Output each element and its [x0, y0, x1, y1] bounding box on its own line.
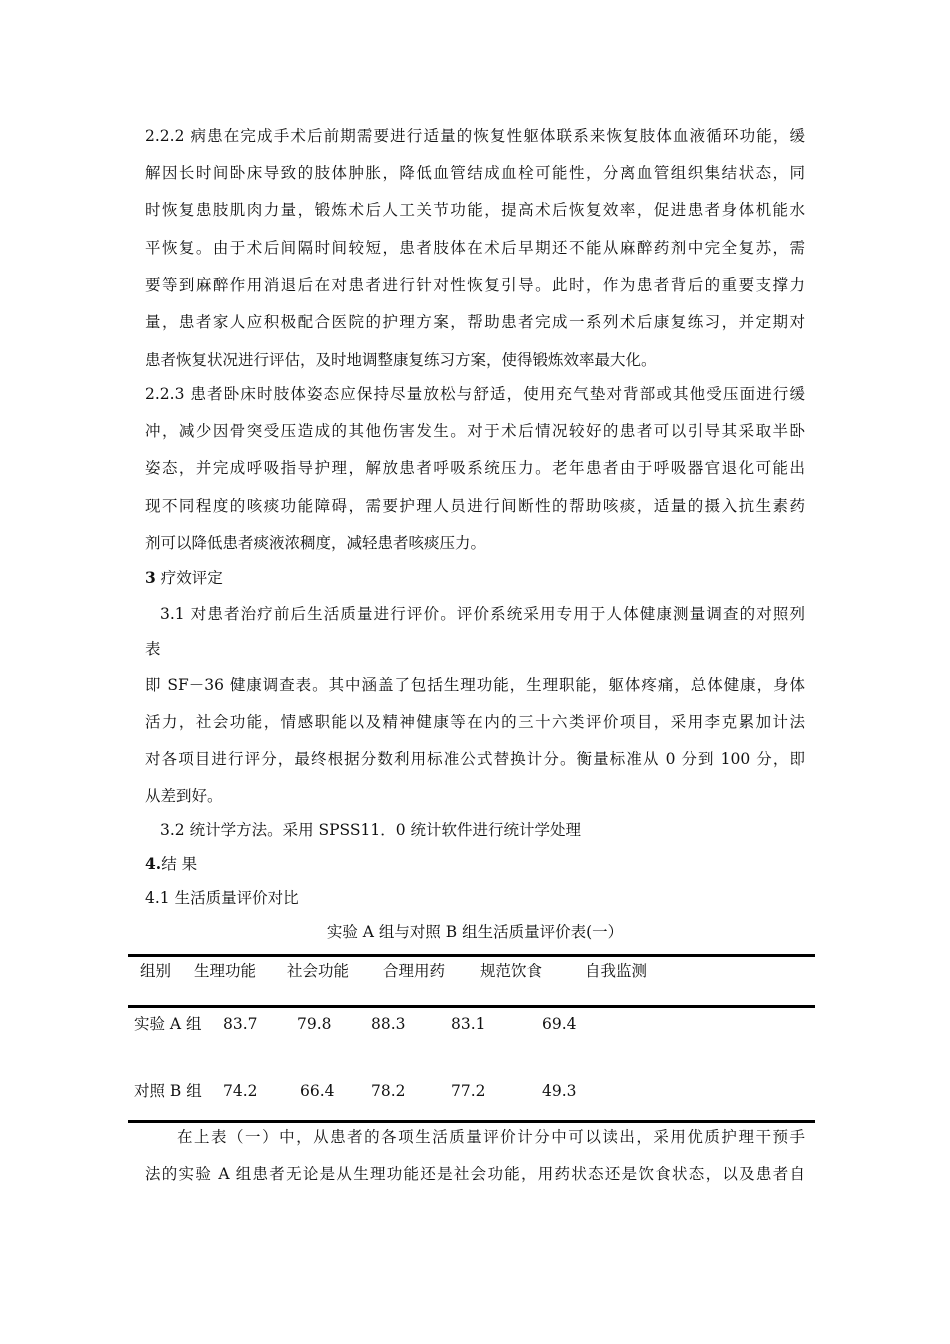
text-line: 要等到麻醉作用消退后在对患者进行针对性恢复引导。此时，作为患者背后的重要支撑力	[145, 276, 805, 294]
text-line: 3.1 对患者治疗前后生活质量进行评价。评价系统采用专用于人体健康测量调查的对照列	[160, 605, 805, 623]
table-header-cell: 社会功能	[287, 962, 350, 980]
table-cell: 对照 B 组	[134, 1082, 202, 1100]
text-line: 剂可以降低患者痰液浓稠度，减轻患者咳痰压力。	[145, 534, 487, 552]
table-cell: 66.4	[300, 1082, 335, 1100]
table-cell: 83.1	[451, 1015, 486, 1033]
text-line: 姿态，并完成呼吸指导护理，解放患者呼吸系统压力。老年患者由于呼吸器官退化可能出	[145, 459, 805, 477]
table-header-cell: 规范饮食	[480, 962, 543, 980]
text-line: 现不同程度的咳痰功能障碍，需要护理人员进行间断性的帮助咳痰，适量的摄入抗生素药	[145, 497, 805, 515]
section-title: 结 果	[161, 855, 198, 873]
table-bottom-rule	[128, 1120, 815, 1123]
text-line: 法的实验 A 组患者无论是从生理功能还是社会功能，用药状态还是饮食状态，以及患者自	[145, 1165, 805, 1183]
text-line: 冲，减少因骨突受压造成的其他伤害发生。对于术后情况较好的患者可以引导其采取半卧	[145, 422, 805, 440]
text-line: 患者恢复状况进行评估，及时地调整康复练习方案，使得锻炼效率最大化。	[145, 351, 657, 369]
table-header-cell: 组别	[140, 962, 172, 980]
paragraph-3-2: 3.2 统计学方法。采用 SPSS11．0 统计软件进行统计学处理	[160, 821, 582, 839]
section-number: 3	[145, 568, 156, 587]
table-header-cell: 生理功能	[194, 962, 257, 980]
table-top-rule	[128, 954, 815, 957]
table-cell: 79.8	[297, 1015, 332, 1033]
table-cell: 74.2	[223, 1082, 258, 1100]
table-cell: 88.3	[371, 1015, 406, 1033]
text-line: 平恢复。由于术后间隔时间较短，患者肢体在术后早期还不能从麻醉药剂中完全复苏，需	[145, 239, 805, 257]
text-line: 解因长时间卧床导致的肢体肿胀，降低血管结成血栓可能性，分离血管组织集结状态，同	[145, 164, 805, 182]
text-line: 即 SF－36 健康调查表。其中涵盖了包括生理功能，生理职能，躯体疼痛，总体健康，身体	[145, 676, 805, 694]
text-line: 对各项目进行评分，最终根据分数利用标准公式替换计分。衡量标准从 0 分到 100 分，即	[145, 750, 805, 768]
table-header-cell: 自我监测	[585, 962, 648, 980]
text-line: 2.2.2 病患在完成手术后前期需要进行适量的恢复性躯体联系来恢复肢体血液循环功能，缓	[145, 127, 805, 145]
section-heading-3	[145, 568, 223, 588]
table-caption: 实验 A 组与对照 B 组生活质量评价表(一）	[326, 923, 624, 941]
table-cell: 实验 A 组	[134, 1015, 202, 1033]
table-cell: 83.7	[223, 1015, 258, 1033]
table-cell: 77.2	[451, 1082, 486, 1100]
text-line: 活力，社会功能，情感职能以及精神健康等在内的三十六类评价项目，采用李克累加计法	[145, 713, 805, 731]
table-cell: 49.3	[542, 1082, 577, 1100]
text-line: 从差到好。	[145, 787, 223, 805]
text-line: 2.2.3 患者卧床时肢体姿态应保持尽量放松与舒适，使用充气垫对背部或其他受压面进行缓	[145, 385, 805, 403]
table-cell: 78.2	[371, 1082, 406, 1100]
text-line: 量，患者家人应积极配合医院的护理方案，帮助患者完成一系列术后康复练习，并定期对	[145, 313, 805, 331]
section-heading-4-1: 4.1 生活质量评价对比	[145, 889, 299, 907]
section-number: 4.	[145, 854, 162, 873]
table-cell: 69.4	[542, 1015, 577, 1033]
table-header-rule	[128, 1005, 815, 1008]
table-header-cell: 合理用药	[383, 962, 446, 980]
section-title: 疗效评定	[155, 569, 223, 587]
section-heading-4	[145, 854, 197, 874]
text-line: 在上表（一）中，从患者的各项生活质量评价计分中可以读出，采用优质护理干预手	[177, 1128, 805, 1146]
text-line: 时恢复患肢肌肉力量，锻炼术后人工关节功能，提高术后恢复效率，促进患者身体机能水	[145, 201, 805, 219]
text-line: 表	[145, 640, 161, 658]
